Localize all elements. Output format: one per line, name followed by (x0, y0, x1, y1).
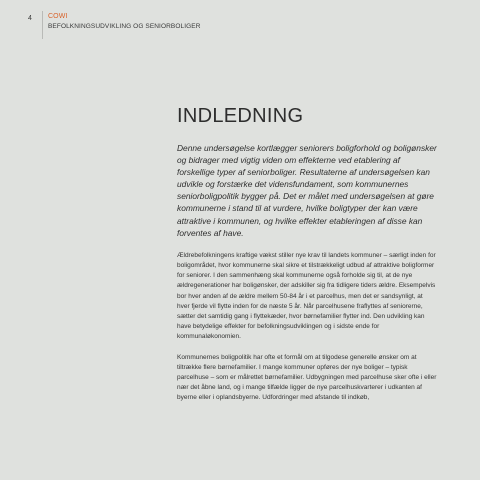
document-subtitle: BEFOLKNINGSUDVIKLING OG SENIORBOLIGER (48, 23, 201, 30)
body-paragraph-2: Kommunernes boligpolitik har ofte et formål om at tilgodese generelle ønsker om at tiltrække flere børnefamilier. I mange kommuner opføres der nye boliger – typisk parcelhuse – som er målrettet børnefamilier. Udbygningen med parcelhuse sker ofte i eller nær det åbne land, og i mange tilfælde ligger de nye parcelhuskvarterer i udkanten af byerne eller i oplandsbyerne. Udfordringer med afstande til indkøb, (177, 353, 437, 402)
body-paragraph-1: Ældrebefolkningens kraftige vækst stiller nye krav til landets kommuner – særligt inden for boligområdet, hvor kommunerne skal sikre et tilstrækkeligt udbud af attraktive boligformer for seniorer. I den sammenhæng skal kommunerne også forholde sig til, at de nye ældregenerationer har boligønsker, der adskiller sig fra tidligere tiders ældre. Eksempelvis bor hver anden af de ældre mellem 50-84 år i et parcelhus, men det er sandsynligt, at hver fjerde vil flytte inden for de næste 5 år. Når parcelhusene fraflyttes af seniorerne, sætter det samtidig gang i flyttekæder, hvor børnefamilier flytter ind. Den udvikling kan have betydelige effekter for befolkningsudviklingen og i sidste ende for kommunaløkonomien. (177, 251, 436, 341)
page-number: 4 (28, 15, 32, 22)
header-divider (42, 11, 43, 39)
lead-paragraph: Denne undersøgelse kortlægger seniorers boligforhold og boligønsker og bidrager med vigtig viden om effekterne ved etablering af forskellige typer af seniorboliger. Resultaterne af undersøgelsen kan udvikle og forstærke det vidensfundament, som kommunernes seniorboligpolitik bygger på. Det er målet med undersøgelsen at gøre kommunerne i stand til at vurdere, hvilke boligtyper der kan være attraktive i kommunen, og hvilke effekter etableringen af disse kan forventes af have. (177, 143, 437, 238)
section-title: INDLEDNING (177, 105, 304, 127)
page-header (48, 12, 201, 32)
brand-name: COWI (48, 13, 68, 20)
main-content (177, 104, 437, 404)
